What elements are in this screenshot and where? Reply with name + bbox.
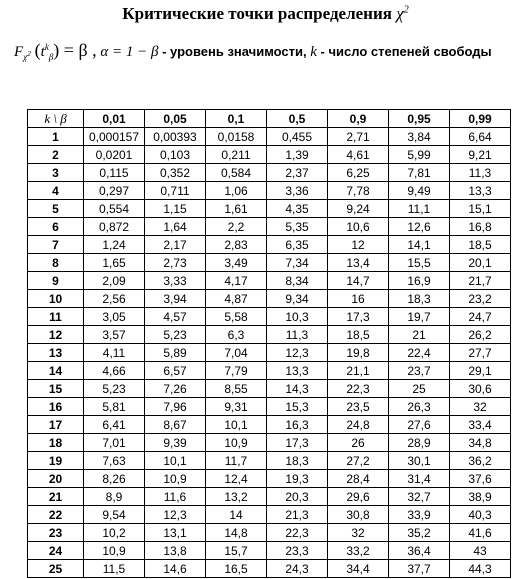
- formula-alpha: α = 1 − β: [100, 44, 159, 60]
- critical-value-cell: 4,61: [328, 146, 389, 164]
- critical-value-cell: 29,6: [328, 488, 389, 506]
- title-text: Критические точки распределения: [122, 4, 392, 23]
- critical-value-cell: 13,8: [145, 542, 206, 560]
- critical-value-cell: 1,64: [145, 218, 206, 236]
- critical-value-cell: 2,17: [145, 236, 206, 254]
- critical-value-cell: 12,3: [145, 506, 206, 524]
- critical-value-cell: 0,352: [145, 164, 206, 182]
- critical-value-cell: 22,3: [328, 380, 389, 398]
- critical-value-cell: 18,3: [389, 290, 450, 308]
- critical-value-cell: 14,3: [267, 380, 328, 398]
- critical-value-cell: 3,84: [389, 128, 450, 146]
- critical-value-cell: 30,1: [389, 452, 450, 470]
- critical-value-cell: 10,1: [145, 452, 206, 470]
- formula-equals-beta: ) = β ,: [53, 40, 97, 60]
- critical-value-cell: 27,7: [450, 344, 511, 362]
- critical-value-cell: 21,1: [328, 362, 389, 380]
- table-row: [28, 254, 511, 272]
- beta-header: 0,05: [145, 110, 206, 128]
- table-row: [28, 200, 511, 218]
- critical-value-cell: 7,26: [145, 380, 206, 398]
- critical-value-cell: 18,5: [450, 236, 511, 254]
- critical-value-cell: 32,7: [389, 488, 450, 506]
- critical-value-cell: 25: [389, 380, 450, 398]
- critical-value-cell: 2,83: [206, 236, 267, 254]
- formula-chi: χ2: [23, 49, 31, 62]
- critical-value-cell: 4,35: [267, 200, 328, 218]
- critical-value-cell: 0,554: [84, 200, 145, 218]
- critical-value-cell: 3,36: [267, 182, 328, 200]
- critical-value-cell: 10,3: [267, 308, 328, 326]
- critical-value-cell: 36,2: [450, 452, 511, 470]
- chi-square-table: [27, 109, 511, 578]
- critical-value-cell: 1,15: [145, 200, 206, 218]
- critical-value-cell: 6,57: [145, 362, 206, 380]
- critical-value-cell: 32: [328, 524, 389, 542]
- critical-value-cell: 8,55: [206, 380, 267, 398]
- table-body: [28, 128, 511, 578]
- degrees-of-freedom-cell: 20: [28, 470, 84, 488]
- critical-value-cell: 4,66: [84, 362, 145, 380]
- critical-value-cell: 21,7: [450, 272, 511, 290]
- critical-value-cell: 5,35: [267, 218, 328, 236]
- critical-value-cell: 12: [328, 236, 389, 254]
- critical-value-cell: 5,58: [206, 308, 267, 326]
- critical-value-cell: 7,34: [267, 254, 328, 272]
- critical-value-cell: 13,2: [206, 488, 267, 506]
- table-row: [28, 380, 511, 398]
- degrees-of-freedom-cell: 13: [28, 344, 84, 362]
- critical-value-cell: 8,67: [145, 416, 206, 434]
- critical-value-cell: 32: [450, 398, 511, 416]
- critical-value-cell: 0,103: [145, 146, 206, 164]
- critical-value-cell: 14,8: [206, 524, 267, 542]
- table-row: [28, 218, 511, 236]
- critical-value-cell: 24,8: [328, 416, 389, 434]
- critical-value-cell: 0,000157: [84, 128, 145, 146]
- critical-value-cell: 0,211: [206, 146, 267, 164]
- critical-value-cell: 13,4: [328, 254, 389, 272]
- beta-header: 0,99: [450, 110, 511, 128]
- critical-value-cell: 4,11: [84, 344, 145, 362]
- critical-value-cell: 11,3: [267, 326, 328, 344]
- critical-value-cell: 22,4: [389, 344, 450, 362]
- critical-value-cell: 20,1: [450, 254, 511, 272]
- table-row: [28, 398, 511, 416]
- critical-value-cell: 10,9: [206, 434, 267, 452]
- critical-value-cell: 11,6: [145, 488, 206, 506]
- formula-k: k: [310, 44, 317, 60]
- degrees-of-freedom-cell: 8: [28, 254, 84, 272]
- critical-value-cell: 3,94: [145, 290, 206, 308]
- critical-value-cell: 22,3: [267, 524, 328, 542]
- critical-value-cell: 26,2: [450, 326, 511, 344]
- critical-value-cell: 33,2: [328, 542, 389, 560]
- critical-value-cell: 18,5: [328, 326, 389, 344]
- beta-header: 0,95: [389, 110, 450, 128]
- critical-value-cell: 0,00393: [145, 128, 206, 146]
- critical-value-cell: 31,4: [389, 470, 450, 488]
- degrees-of-freedom-cell: 2: [28, 146, 84, 164]
- critical-value-cell: 6,64: [450, 128, 511, 146]
- table-row: [28, 524, 511, 542]
- critical-value-cell: 8,26: [84, 470, 145, 488]
- critical-value-cell: 13,3: [450, 182, 511, 200]
- degrees-of-freedom-cell: 19: [28, 452, 84, 470]
- critical-value-cell: 6,41: [84, 416, 145, 434]
- formula-t: t: [40, 44, 45, 60]
- degrees-of-freedom-cell: 10: [28, 290, 84, 308]
- critical-value-cell: 1,24: [84, 236, 145, 254]
- critical-value-cell: 4,87: [206, 290, 267, 308]
- critical-value-cell: 0,297: [84, 182, 145, 200]
- critical-value-cell: 13,1: [145, 524, 206, 542]
- degrees-of-freedom-cell: 21: [28, 488, 84, 506]
- critical-value-cell: 27,6: [389, 416, 450, 434]
- critical-value-cell: 37,6: [450, 470, 511, 488]
- critical-value-cell: 0,584: [206, 164, 267, 182]
- critical-value-cell: 27,2: [328, 452, 389, 470]
- degrees-of-freedom-cell: 14: [28, 362, 84, 380]
- critical-value-cell: 8,34: [267, 272, 328, 290]
- critical-value-cell: 2,73: [145, 254, 206, 272]
- table-row: [28, 146, 511, 164]
- chi-symbol: $\chi^2$: [396, 4, 409, 23]
- degrees-of-freedom-cell: 7: [28, 236, 84, 254]
- critical-value-cell: 24,7: [450, 308, 511, 326]
- formula-alpha-text: - уровень значимости,: [158, 44, 311, 59]
- critical-value-cell: 0,115: [84, 164, 145, 182]
- table-row: [28, 434, 511, 452]
- critical-value-cell: 3,57: [84, 326, 145, 344]
- critical-value-cell: 4,57: [145, 308, 206, 326]
- beta-header: 0,9: [328, 110, 389, 128]
- critical-value-cell: 8,9: [84, 488, 145, 506]
- critical-value-cell: 16,8: [450, 218, 511, 236]
- table-row: [28, 560, 511, 578]
- critical-value-cell: 16,5: [206, 560, 267, 578]
- critical-value-cell: 9,31: [206, 398, 267, 416]
- critical-value-cell: 11,3: [450, 164, 511, 182]
- critical-value-cell: 15,1: [450, 200, 511, 218]
- table-row: [28, 326, 511, 344]
- critical-value-cell: 19,3: [267, 470, 328, 488]
- critical-value-cell: 18,3: [267, 452, 328, 470]
- critical-value-cell: 21,3: [267, 506, 328, 524]
- critical-value-cell: 41,6: [450, 524, 511, 542]
- critical-value-cell: 1,39: [267, 146, 328, 164]
- critical-value-cell: 1,61: [206, 200, 267, 218]
- table-row: [28, 488, 511, 506]
- degrees-of-freedom-cell: 6: [28, 218, 84, 236]
- degrees-of-freedom-cell: 9: [28, 272, 84, 290]
- critical-value-cell: 9,34: [267, 290, 328, 308]
- critical-value-cell: 14,1: [389, 236, 450, 254]
- degrees-of-freedom-cell: 3: [28, 164, 84, 182]
- critical-value-cell: 16,9: [389, 272, 450, 290]
- table-row: [28, 236, 511, 254]
- critical-value-cell: 30,8: [328, 506, 389, 524]
- critical-value-cell: 15,5: [389, 254, 450, 272]
- critical-value-cell: 2,09: [84, 272, 145, 290]
- critical-value-cell: 23,2: [450, 290, 511, 308]
- critical-value-cell: 9,39: [145, 434, 206, 452]
- formula-F: F: [14, 44, 24, 60]
- critical-value-cell: 16: [328, 290, 389, 308]
- critical-value-cell: 0,0158: [206, 128, 267, 146]
- critical-value-cell: 29,1: [450, 362, 511, 380]
- critical-value-cell: 1,06: [206, 182, 267, 200]
- critical-value-cell: 24,3: [267, 560, 328, 578]
- table-row: [28, 452, 511, 470]
- critical-value-cell: 34,4: [328, 560, 389, 578]
- critical-value-cell: 19,8: [328, 344, 389, 362]
- critical-value-cell: 7,63: [84, 452, 145, 470]
- table-row: [28, 344, 511, 362]
- beta-header: 0,1: [206, 110, 267, 128]
- critical-value-cell: 0,455: [267, 128, 328, 146]
- critical-value-cell: 17,3: [267, 434, 328, 452]
- critical-value-cell: 9,24: [328, 200, 389, 218]
- table-row: [28, 542, 511, 560]
- critical-value-cell: 6,3: [206, 326, 267, 344]
- critical-value-cell: 0,0201: [84, 146, 145, 164]
- table-row: [28, 272, 511, 290]
- critical-value-cell: 10,9: [84, 542, 145, 560]
- critical-value-cell: 2,56: [84, 290, 145, 308]
- critical-value-cell: 12,3: [267, 344, 328, 362]
- critical-value-cell: 20,3: [267, 488, 328, 506]
- critical-value-cell: 9,21: [450, 146, 511, 164]
- critical-value-cell: 3,05: [84, 308, 145, 326]
- degrees-of-freedom-cell: 18: [28, 434, 84, 452]
- critical-value-cell: 12,6: [389, 218, 450, 236]
- degrees-of-freedom-cell: 11: [28, 308, 84, 326]
- degrees-of-freedom-cell: 25: [28, 560, 84, 578]
- critical-value-cell: 19,7: [389, 308, 450, 326]
- beta-header: 0,01: [84, 110, 145, 128]
- critical-value-cell: 40,3: [450, 506, 511, 524]
- critical-value-cell: 30,6: [450, 380, 511, 398]
- table-row: [28, 164, 511, 182]
- critical-value-cell: 36,4: [389, 542, 450, 560]
- critical-value-cell: 3,49: [206, 254, 267, 272]
- critical-value-cell: 33,9: [389, 506, 450, 524]
- critical-value-cell: 23,3: [267, 542, 328, 560]
- table-row: [28, 506, 511, 524]
- table-row: [28, 182, 511, 200]
- critical-value-cell: 37,7: [389, 560, 450, 578]
- critical-value-cell: 28,4: [328, 470, 389, 488]
- critical-value-cell: 2,2: [206, 218, 267, 236]
- degrees-of-freedom-cell: 16: [28, 398, 84, 416]
- critical-value-cell: 44,3: [450, 560, 511, 578]
- table-row: [28, 362, 511, 380]
- critical-value-cell: 17,3: [328, 308, 389, 326]
- critical-value-cell: 15,7: [206, 542, 267, 560]
- critical-value-cell: 10,9: [145, 470, 206, 488]
- critical-value-cell: 26,3: [389, 398, 450, 416]
- table-header-row: [28, 110, 511, 128]
- degrees-of-freedom-cell: 5: [28, 200, 84, 218]
- critical-value-cell: 9,54: [84, 506, 145, 524]
- critical-value-cell: 21: [389, 326, 450, 344]
- critical-value-cell: 14: [206, 506, 267, 524]
- critical-value-cell: 7,78: [328, 182, 389, 200]
- critical-value-cell: 28,9: [389, 434, 450, 452]
- table-row: [28, 290, 511, 308]
- critical-value-cell: 0,711: [145, 182, 206, 200]
- critical-value-cell: 10,2: [84, 524, 145, 542]
- table-row: [28, 416, 511, 434]
- critical-value-cell: 33,4: [450, 416, 511, 434]
- critical-value-cell: 9,49: [389, 182, 450, 200]
- critical-value-cell: 5,23: [84, 380, 145, 398]
- critical-value-cell: 7,04: [206, 344, 267, 362]
- critical-value-cell: 38,9: [450, 488, 511, 506]
- critical-value-cell: 3,33: [145, 272, 206, 290]
- critical-value-cell: 11,7: [206, 452, 267, 470]
- critical-value-cell: 13,3: [267, 362, 328, 380]
- critical-value-cell: 23,5: [328, 398, 389, 416]
- critical-value-cell: 26: [328, 434, 389, 452]
- degrees-of-freedom-cell: 23: [28, 524, 84, 542]
- critical-value-cell: 10,6: [328, 218, 389, 236]
- critical-value-cell: 15,3: [267, 398, 328, 416]
- critical-value-cell: 7,81: [389, 164, 450, 182]
- critical-value-cell: 43: [450, 542, 511, 560]
- degrees-of-freedom-cell: 4: [28, 182, 84, 200]
- critical-value-cell: 6,35: [267, 236, 328, 254]
- critical-value-cell: 5,89: [145, 344, 206, 362]
- critical-value-cell: 2,71: [328, 128, 389, 146]
- degrees-of-freedom-cell: 22: [28, 506, 84, 524]
- critical-value-cell: 23,7: [389, 362, 450, 380]
- critical-value-cell: 14,6: [145, 560, 206, 578]
- table-row: [28, 128, 511, 146]
- corner-header: k \ β: [28, 110, 84, 128]
- formula-line: $F_{\chi^2}$ $(t^k_\beta) = \beta$ , α = 1 − β - уровень значимости, k - число степеней свободы: [14, 40, 492, 62]
- formula-t-sup: k: [44, 42, 49, 52]
- critical-value-cell: 11,5: [84, 560, 145, 578]
- page-title: [0, 4, 531, 24]
- formula-t-sub: β: [48, 52, 54, 62]
- critical-value-cell: 4,17: [206, 272, 267, 290]
- critical-value-cell: 34,8: [450, 434, 511, 452]
- beta-header: 0,5: [267, 110, 328, 128]
- critical-value-cell: 5,23: [145, 326, 206, 344]
- table-row: [28, 308, 511, 326]
- critical-value-cell: 0,872: [84, 218, 145, 236]
- critical-value-cell: 14,7: [328, 272, 389, 290]
- critical-value-cell: 7,01: [84, 434, 145, 452]
- critical-value-cell: 7,96: [145, 398, 206, 416]
- critical-value-cell: 7,79: [206, 362, 267, 380]
- degrees-of-freedom-cell: 1: [28, 128, 84, 146]
- critical-value-cell: 1,65: [84, 254, 145, 272]
- critical-value-cell: 5,81: [84, 398, 145, 416]
- critical-value-cell: 35,2: [389, 524, 450, 542]
- degrees-of-freedom-cell: 12: [28, 326, 84, 344]
- critical-value-cell: 10,1: [206, 416, 267, 434]
- degrees-of-freedom-cell: 24: [28, 542, 84, 560]
- critical-value-cell: 6,25: [328, 164, 389, 182]
- critical-value-cell: 16,3: [267, 416, 328, 434]
- critical-value-cell: 5,99: [389, 146, 450, 164]
- critical-value-cell: 2,37: [267, 164, 328, 182]
- critical-value-cell: 11,1: [389, 200, 450, 218]
- critical-value-cell: 12,4: [206, 470, 267, 488]
- degrees-of-freedom-cell: 17: [28, 416, 84, 434]
- degrees-of-freedom-cell: 15: [28, 380, 84, 398]
- formula-k-text: - число степеней свободы: [316, 44, 492, 59]
- table-row: [28, 470, 511, 488]
